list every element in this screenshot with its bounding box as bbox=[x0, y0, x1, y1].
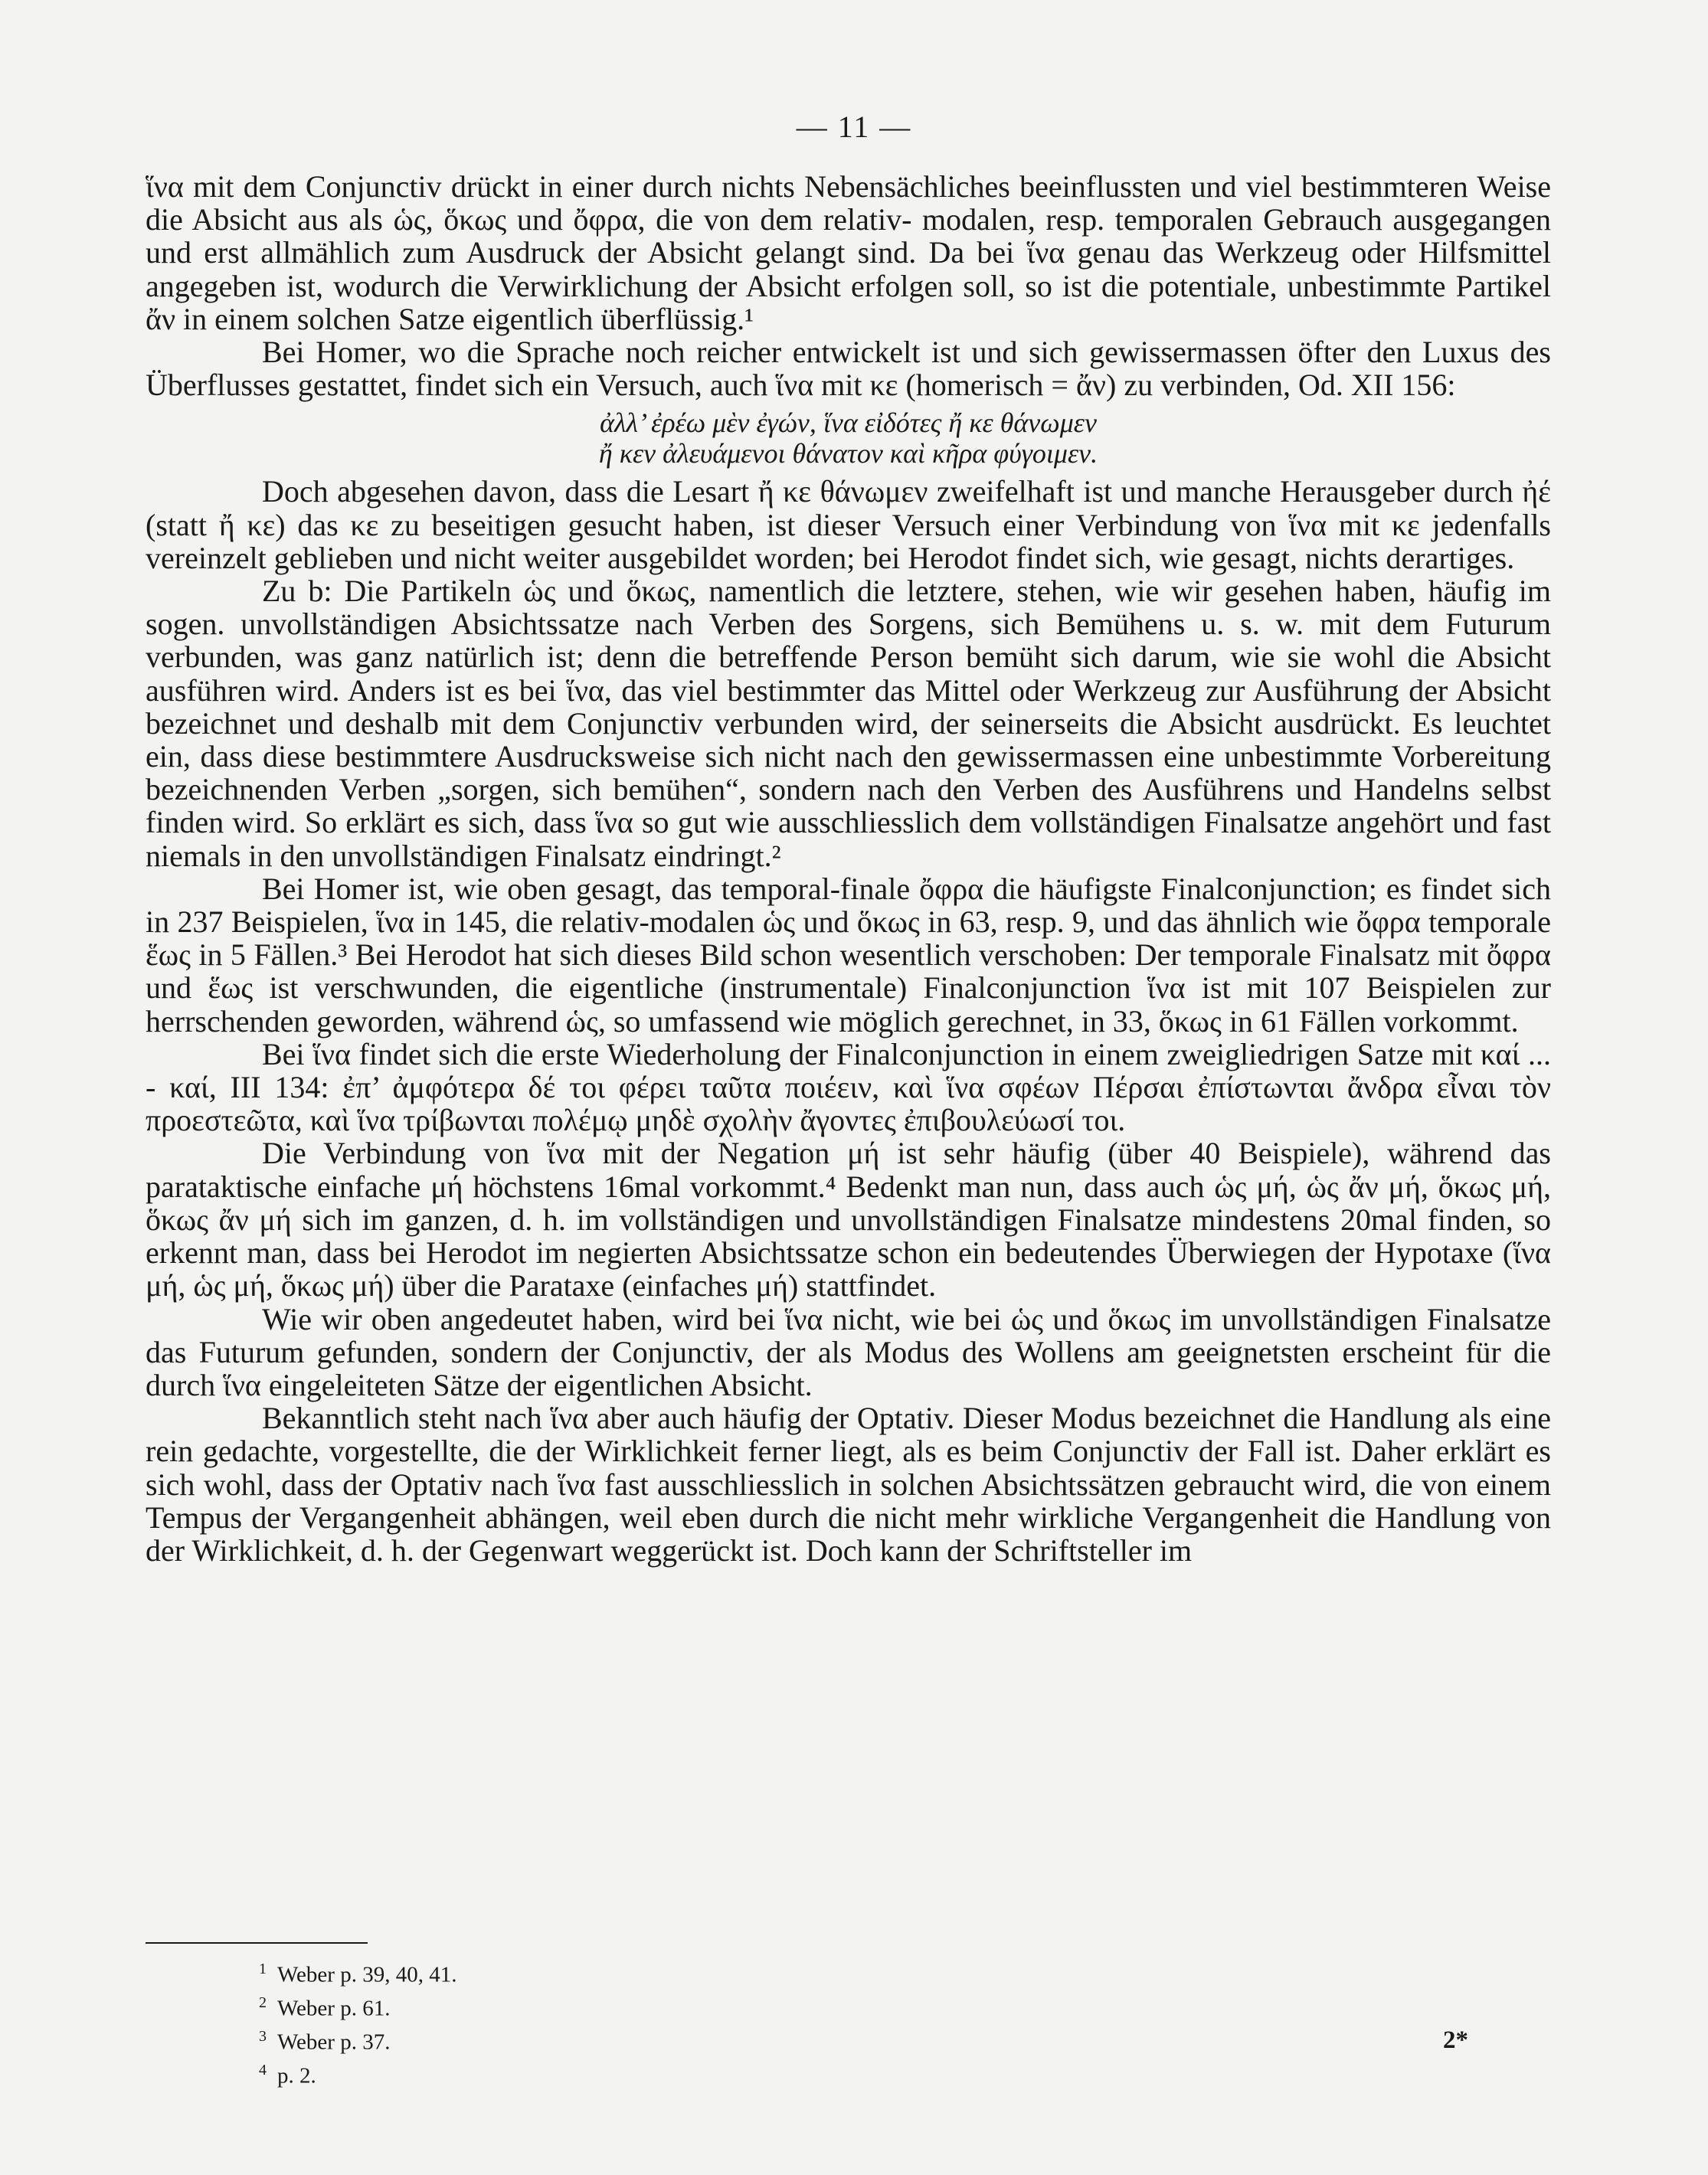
footnote-mark: 1 bbox=[259, 1961, 267, 1977]
footnote-1 bbox=[259, 1955, 456, 1989]
verse-line-1: ἀλλ’ ἐρέω μὲν ἐγών, ἵνα εἰδότες ἤ κε θάνωμεν bbox=[600, 407, 1097, 439]
footnote-mark: 4 bbox=[259, 2062, 267, 2079]
paragraph-8: Wie wir oben angedeutet haben, wird bei ἵνα nicht, wie bei ὡς und ὅκως im unvollständigen Finalsatze das Futurum gefunden, sondern der Conjunctiv, der als Modus des Wollens am geeignetsten erscheint für die durch ἵνα eingeleiteten Sätze der eigentlichen Absicht. bbox=[146, 1301, 1551, 1402]
paragraph-4: Zu b: Die Partikeln ὡς und ὅκως, namentlich die letztere, stehen, wie wir gesehen haben, häufig im sogen. unvollständigen Absichtssatze nach Verben des Sorgens, sich Bemühens u. s. w. mit dem Futurum verbunden, was ganz natürlich ist; denn die betreffende Person bemüht sich darum, wie sie wohl die Absicht ausführen wird. Anders ist es bei ἵνα, das viel bestimmter das Mittel oder Werkzeug zur Ausführung der Absicht bezeichnet und deshalb mit dem Conjunctiv verbunden wird, der seinerseits die Absicht ausdrückt. Es leuchtet ein, dass diese bestimmtere Ausdrucksweise sich nicht nach den gewissermassen eine unbestimmte Vorbereitung bezeichnenden Verben „sorgen, sich bemühen“, sondern nach den Verben des Ausführens und Handelns selbst finden wird. So erklärt es sich, dass ἵνα so gut wie ausschliesslich dem vollständigen Finalsatze angehört und fast niemals in den unvollständigen Finalsatz eindringt.² bbox=[146, 574, 1551, 873]
page-number: — 11 — bbox=[796, 110, 912, 144]
footnote-divider bbox=[146, 1942, 368, 1944]
footnote-text: Weber p. 37. bbox=[277, 2029, 391, 2055]
footnote-3 bbox=[259, 2023, 456, 2056]
sheet-signature: 2* bbox=[1443, 2026, 1468, 2054]
greek-verse-quote bbox=[146, 407, 1551, 469]
paragraph-3: Doch abgesehen davon, dass die Lesart ἤ κε θάνωμεν zweifelhaft ist und manche Herausgeber durch ἠέ (statt ἤ κε) das κε zu beseitigen gesucht haben, ist dieser Versuch einer Verbindung von ἵνα mit κε jedenfalls vereinzelt geblieben und nicht weiter ausgebildet worden; bei Herodot findet sich, wie gesagt, nichts derartiges. bbox=[146, 474, 1551, 575]
footnotes bbox=[259, 1955, 456, 2091]
footnote-text: p. 2. bbox=[277, 2064, 316, 2089]
body-text bbox=[146, 170, 1551, 1567]
paragraph-1: ἵνα mit dem Conjunctiv drückt in einer durch nichts Nebensächliches beeinflussten und viel bestimmteren Weise die Absicht aus als ὡς, ὅκως und ὄφρα, die von dem relativ- modalen, resp. temporalen Gebrauch ausgegangen und erst allmählich zum Ausdruck der Absicht gelangt sind. Da bei ἵνα genau das Werkzeug oder Hilfsmittel angegeben ist, wodurch die Verwirklichung der Absicht erfolgen soll, so ist die potentiale, unbestimmte Partikel ἄν in einem solchen Satze eigentlich überflüssig.¹ bbox=[146, 169, 1551, 336]
footnote-mark: 2 bbox=[259, 1994, 267, 2012]
footnote-mark: 3 bbox=[259, 2028, 267, 2046]
footnote-text: Weber p. 39, 40, 41. bbox=[277, 1962, 457, 1987]
paragraph-2: Bei Homer, wo die Sprache noch reicher entwickelt ist und sich gewissermassen öfter den Luxus des Überflusses gestattet, findet sich ein Versuch, auch ἵνα mit κε (homerisch = ἄν) zu verbinden, Od. XII 156: bbox=[146, 335, 1551, 403]
footnote-2 bbox=[259, 1989, 456, 2023]
paragraph-5: Bei Homer ist, wie oben gesagt, das temporal-finale ὄφρα die häufigste Finalconjunction; es findet sich in 237 Beispielen, ἵνα in 145, die relativ-modalen ὡς und ὅκως in 63, resp. 9, und das ähnlich wie ὄφρα temporale ἕως in 5 Fällen.³ Bei Herodot hat sich dieses Bild schon wesentlich verschoben: Der temporale Finalsatz mit ὄφρα und ἕως ist verschwunden, die eigentliche (instrumentale) Finalconjunction ἵνα ist mit 107 Beispielen zur herrschenden geworden, während ὡς, so umfassend wie möglich gerechnet, in 33, ὅκως in 61 Fällen vorkommt. bbox=[146, 871, 1551, 1038]
footnote-4 bbox=[259, 2056, 456, 2090]
verse-line-2: ἤ κεν ἀλευάμενοι θάνατον καὶ κῆρα φύγοιμεν. bbox=[598, 438, 1098, 469]
paragraph-9: Bekanntlich steht nach ἵνα aber auch häufig der Optativ. Dieser Modus bezeichnet die Handlung als eine rein gedachte, vorgestellte, die der Wirklichkeit ferner liegt, als es beim Conjunctiv der Fall ist. Daher erklärt es sich wohl, dass der Optativ nach ἵνα fast ausschliesslich in solchen Absichtssätzen gebraucht wird, die von einem Tempus der Vergangenheit abhängen, weil eben durch die nicht mehr wirkliche Vergangenheit die Handlung von der Wirklichkeit, d. h. der Gegenwart weggerückt ist. Doch kann der Schriftsteller im bbox=[146, 1401, 1551, 1568]
footnote-text: Weber p. 61. bbox=[277, 1996, 391, 2021]
paragraph-7: Die Verbindung von ἵνα mit der Negation μή ist sehr häufig (über 40 Beispiele), während das parataktische einfache μή höchstens 16mal vorkommt.⁴ Bedenkt man nun, dass auch ὡς μή, ὡς ἄν μή, ὅκως μή, ὅκως ἄν μή sich im ganzen, d. h. im vollständigen und unvollständigen Finalsatze mindestens 20mal finden, so erkennt man, dass bei Herodot im negierten Absichtssatze schon ein bedeutendes Überwiegen der Hypotaxe (ἵνα μή, ὡς μή, ὅκως μή) über die Parataxe (einfaches μή) stattfindet. bbox=[146, 1136, 1551, 1303]
paragraph-6: Bei ἵνα findet sich die erste Wiederholung der Finalconjunction in einem zweigliedrigen Satze mit καί ... - καί, III 134: ἐπ’ ἀμφότερα δέ τοι φέρει ταῦτα ποιέειν, καὶ ἵνα σφέων Πέρσαι ἐπίστωνται ἄνδρα εἶναι τὸν προεστεῶτα, καὶ ἵνα τρίβωνται πολέμῳ μηδὲ σχολὴν ἄγοντες ἐπιβουλεύωσί τοι. bbox=[146, 1036, 1551, 1138]
